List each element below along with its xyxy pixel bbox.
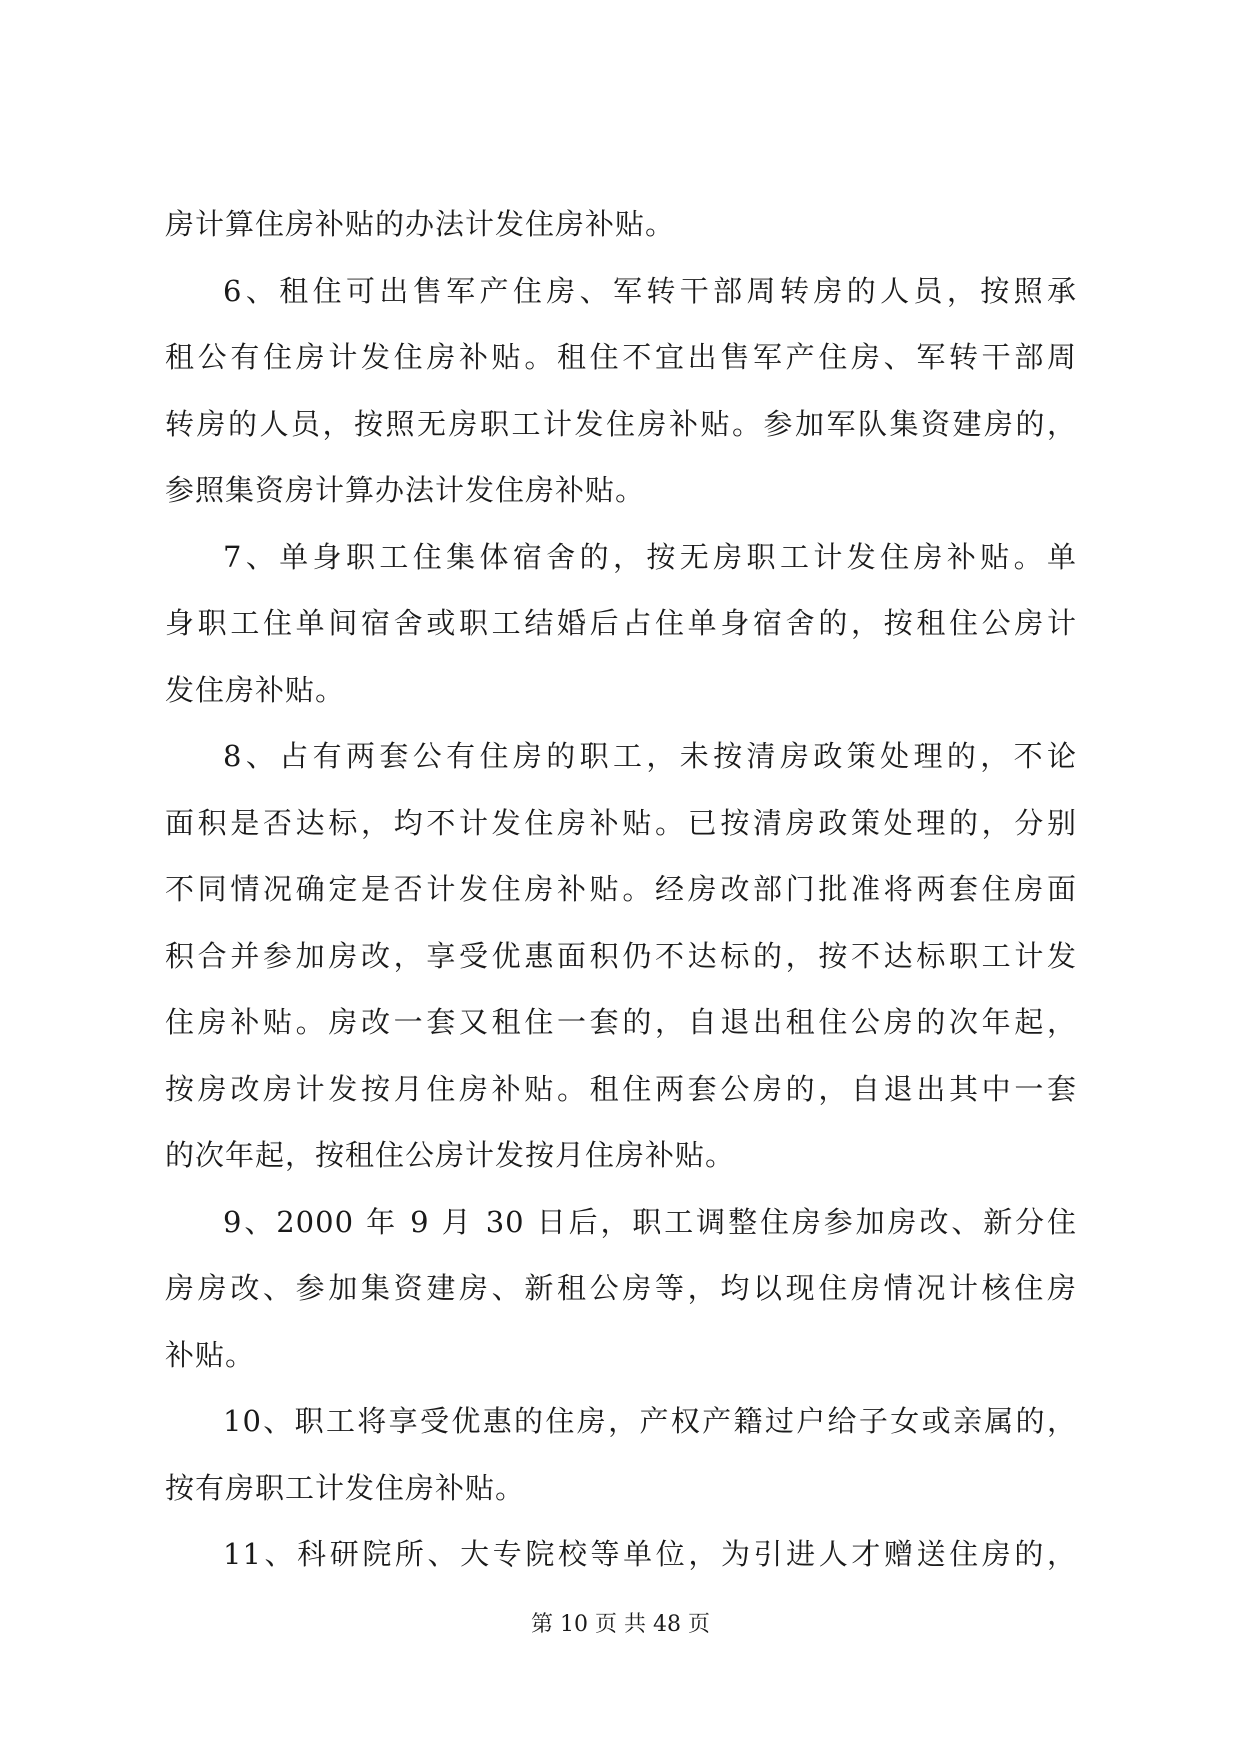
- paragraph-3-line-1: 7、单身职工住集体宿舍的，按无房职工计发住房补贴。单: [223, 539, 1077, 574]
- paragraph-1-line-1: 房计算住房补贴的办法计发住房补贴。: [165, 207, 676, 241]
- paragraph-2-line-1: 6、租住可出售军产住房、军转干部周转房的人员，按照承: [223, 273, 1077, 308]
- paragraph-5-line-2: 房房改、参加集资建房、新租公房等，均以现住房情况计核住房: [165, 1271, 1077, 1305]
- paragraph-2-line-4: 参照集资房计算办法计发住房补贴。: [165, 473, 646, 507]
- paragraph-3-line-2: 身职工住单间宿舍或职工结婚后占住单身宿舍的，按租住公房计: [165, 606, 1077, 640]
- paragraph-5-line-3: 补贴。: [165, 1337, 256, 1372]
- paragraph-7-line-1: 11、科研院所、大专院校等单位，为引进人才赠送住房的，: [223, 1537, 1077, 1571]
- paragraph-4-line-1: 8、占有两套公有住房的职工，未按清房政策处理的，不论: [223, 739, 1077, 773]
- paragraph-4-line-3: 不同情况确定是否计发住房补贴。经房改部门批准将两套住房面: [165, 872, 1077, 906]
- paragraph-4-line-4: 积合并参加房改，享受优惠面积仍不达标的，按不达标职工计发: [165, 938, 1077, 973]
- page-footer: 第 10 页 共 48 页: [531, 1612, 710, 1637]
- paragraph-3-line-3: 发住房补贴。: [165, 672, 346, 707]
- paragraph-6-line-2: 按有房职工计发住房补贴。: [165, 1470, 526, 1505]
- paragraph-4-line-7: 的次年起，按租住公房计发按月住房补贴。: [165, 1138, 736, 1172]
- paragraph-5-line-1: 9、2000 年 9 月 30 日后，职工调整住房参加房改、新分住: [223, 1204, 1077, 1239]
- paragraph-4-line-6: 按房改房计发按月住房补贴。租住两套公房的，自退出其中一套: [165, 1071, 1077, 1106]
- document-body: [165, 206, 1077, 1603]
- paragraph-4-line-2: 面积是否达标，均不计发住房补贴。已按清房政策处理的，分别: [165, 805, 1077, 840]
- paragraph-6-line-1: 10、职工将享受优惠的住房，产权产籍过户给子女或亲属的，: [223, 1404, 1077, 1438]
- paragraph-4-line-5: 住房补贴。房改一套又租住一套的，自退出租住公房的次年起，: [165, 1005, 1077, 1039]
- paragraph-2-line-2: 租公有住房计发住房补贴。租住不宜出售军产住房、军转干部周: [165, 340, 1077, 374]
- paragraph-2-line-3: 转房的人员，按照无房职工计发住房补贴。参加军队集资建房的，: [165, 406, 1077, 441]
